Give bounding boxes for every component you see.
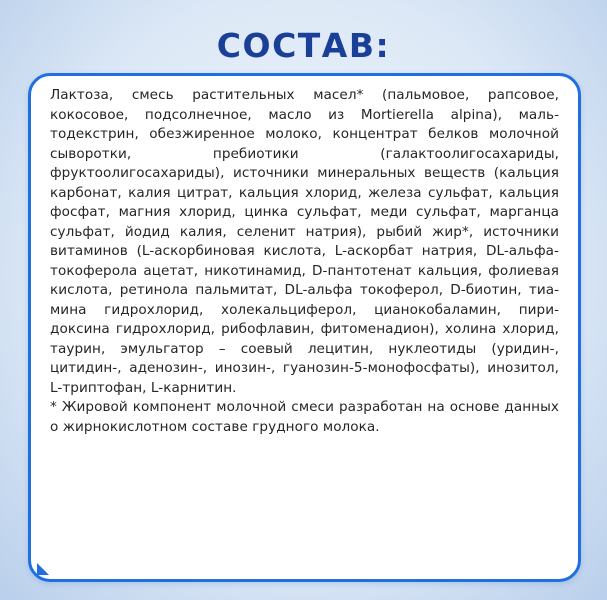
corner-fold-icon: [37, 563, 49, 575]
composition-text-block: [50, 86, 559, 437]
composition-card: [28, 73, 581, 582]
footnote-text: * Жировой компонент молочной смеси разработан на основе данных о жирнокислотном составе грудного молока.: [50, 399, 559, 435]
ingredients-text: Лактоза, смесь растительных масел* (пальмовое, рапсовое, кокосовое, подсолнечное, масло из Mortierella alpina), мальтодекстрин, обезжиренное молоко, концентрат белков молочной сыворотки, пребиотики (галактоолигосахариды, фруктоолигосахариды), источники минеральных веществ (кальция карбонат, калия цитрат, кальция хлорид, железа сульфат, кальция фосфат, магния хлорид, цинка сульфат, меди сульфат, марганца сульфат, йодид калия, селенит натрия), рыбий жир*, источники витаминов (L-аскорбиновая кислота, L-аскорбат натрия, DL-альфа-токоферола ацетат, никотинамид, D-пантотенат кальция, фолиевая кислота, ретинола пальмитат, DL-альфа токоферол, D-биотин, тиамина гидрохлорид, холекальциферол, цианокобаламин, пиридоксина гидрохлорид, рибофлавин, фитоменадион), холина хлорид, таурин, эмульгатор – соевый лецитин, нуклеотиды (уридин-, цитидин-, аденозин-, инозин-, гуанозин-5-монофосфаты), инозитол, L-триптофан, L-карнитин.: [50, 87, 559, 396]
page-title: СОСТАВ:: [216, 26, 391, 65]
